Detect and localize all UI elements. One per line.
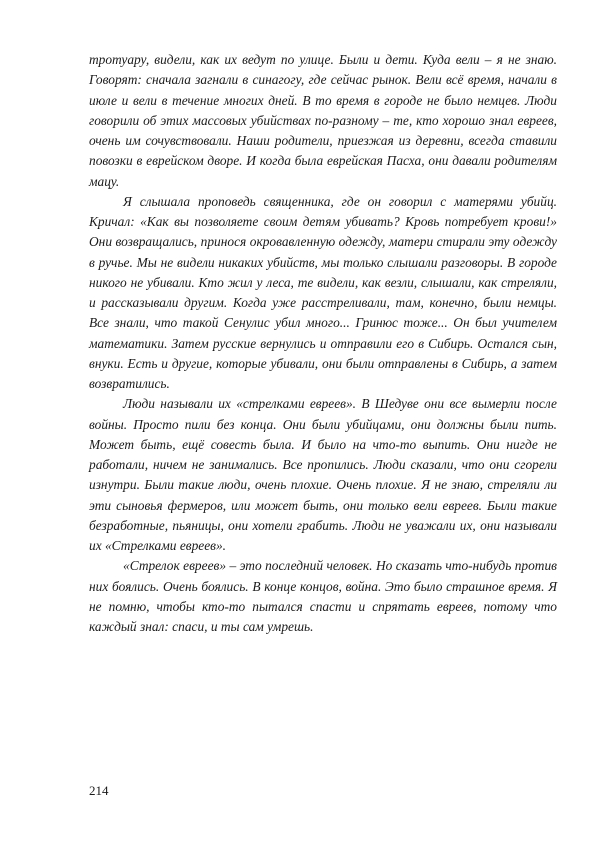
paragraph-2: Я слышала проповедь священника, где он говорил с матерями убийц. Кричал: «Как вы позволяете своим детям убивать? Кровь потребует крови!» Они возвращались, принося окровавленную одежду, матери стирали эту одежду в ручье. Мы не видели никаких убийств, мы только слышали разговоры. В городе никого не убивали. Кто жил у леса, те видели, как везли, слышали, как стреляли, и рассказывали другим. Когда уже расстреливали, там, конечно, были немцы. Все знали, что такой Сенулис убил много... Гринюс тоже... Он был учителем математики. Затем русские вернулись и отправили его в Сибирь. Остался сын, внуки. Есть и другие, которые убивали, они были отправлены в Сибирь, а затем возвратились.: [89, 193, 557, 391]
body-text: [89, 50, 557, 637]
paragraph-1: тротуару, видели, как их ведут по улице. Были и дети. Куда вели – я не знаю. Говорят: сначала загнали в синагогу, где сейчас рынок. Вели всё время, начали в июле и вели в течение многих дней. В то время в городе не было немцев. Люди говорили об этих массовых убийствах по-разному – те, кто хорошо знал евреев, очень им сочувствовали. Наши родители, приезжая из деревни, всегда ставили повозки в еврейском дворе. И когда была еврейская Пасха, они давали родителям мацу.: [89, 52, 557, 189]
paragraph-4: «Стрелок евреев» – это последний человек. Но сказать что-нибудь против них боялись. Очень боялись. В конце концов, война. Это было страшное время. Я не помню, чтобы кто-то пытался спасти и спрятать евреев, потому что каждый знал: спаси, и ты сам умрешь.: [89, 558, 557, 634]
page-number: 214: [89, 783, 109, 798]
paragraph-3: Люди называли их «стрелками евреев». В Шедуве они все вымерли после войны. Просто пили без конца. Они были убийцами, они должны были пить. Может быть, ещё совесть была. И было на что-то выпить. Они нигде не работали, ничем не занимались. Все пропились. Люди сказали, что они сгорели изнутри. Были такие люди, очень плохие. Очень плохие. Я не знаю, стреляли ли эти сыновья фермеров, или может быть, они только вели евреев. Были такие безработные, пьяницы, они хотели грабить. Люди не уважали их, они называли их «Стрелками евреев».: [89, 396, 557, 553]
